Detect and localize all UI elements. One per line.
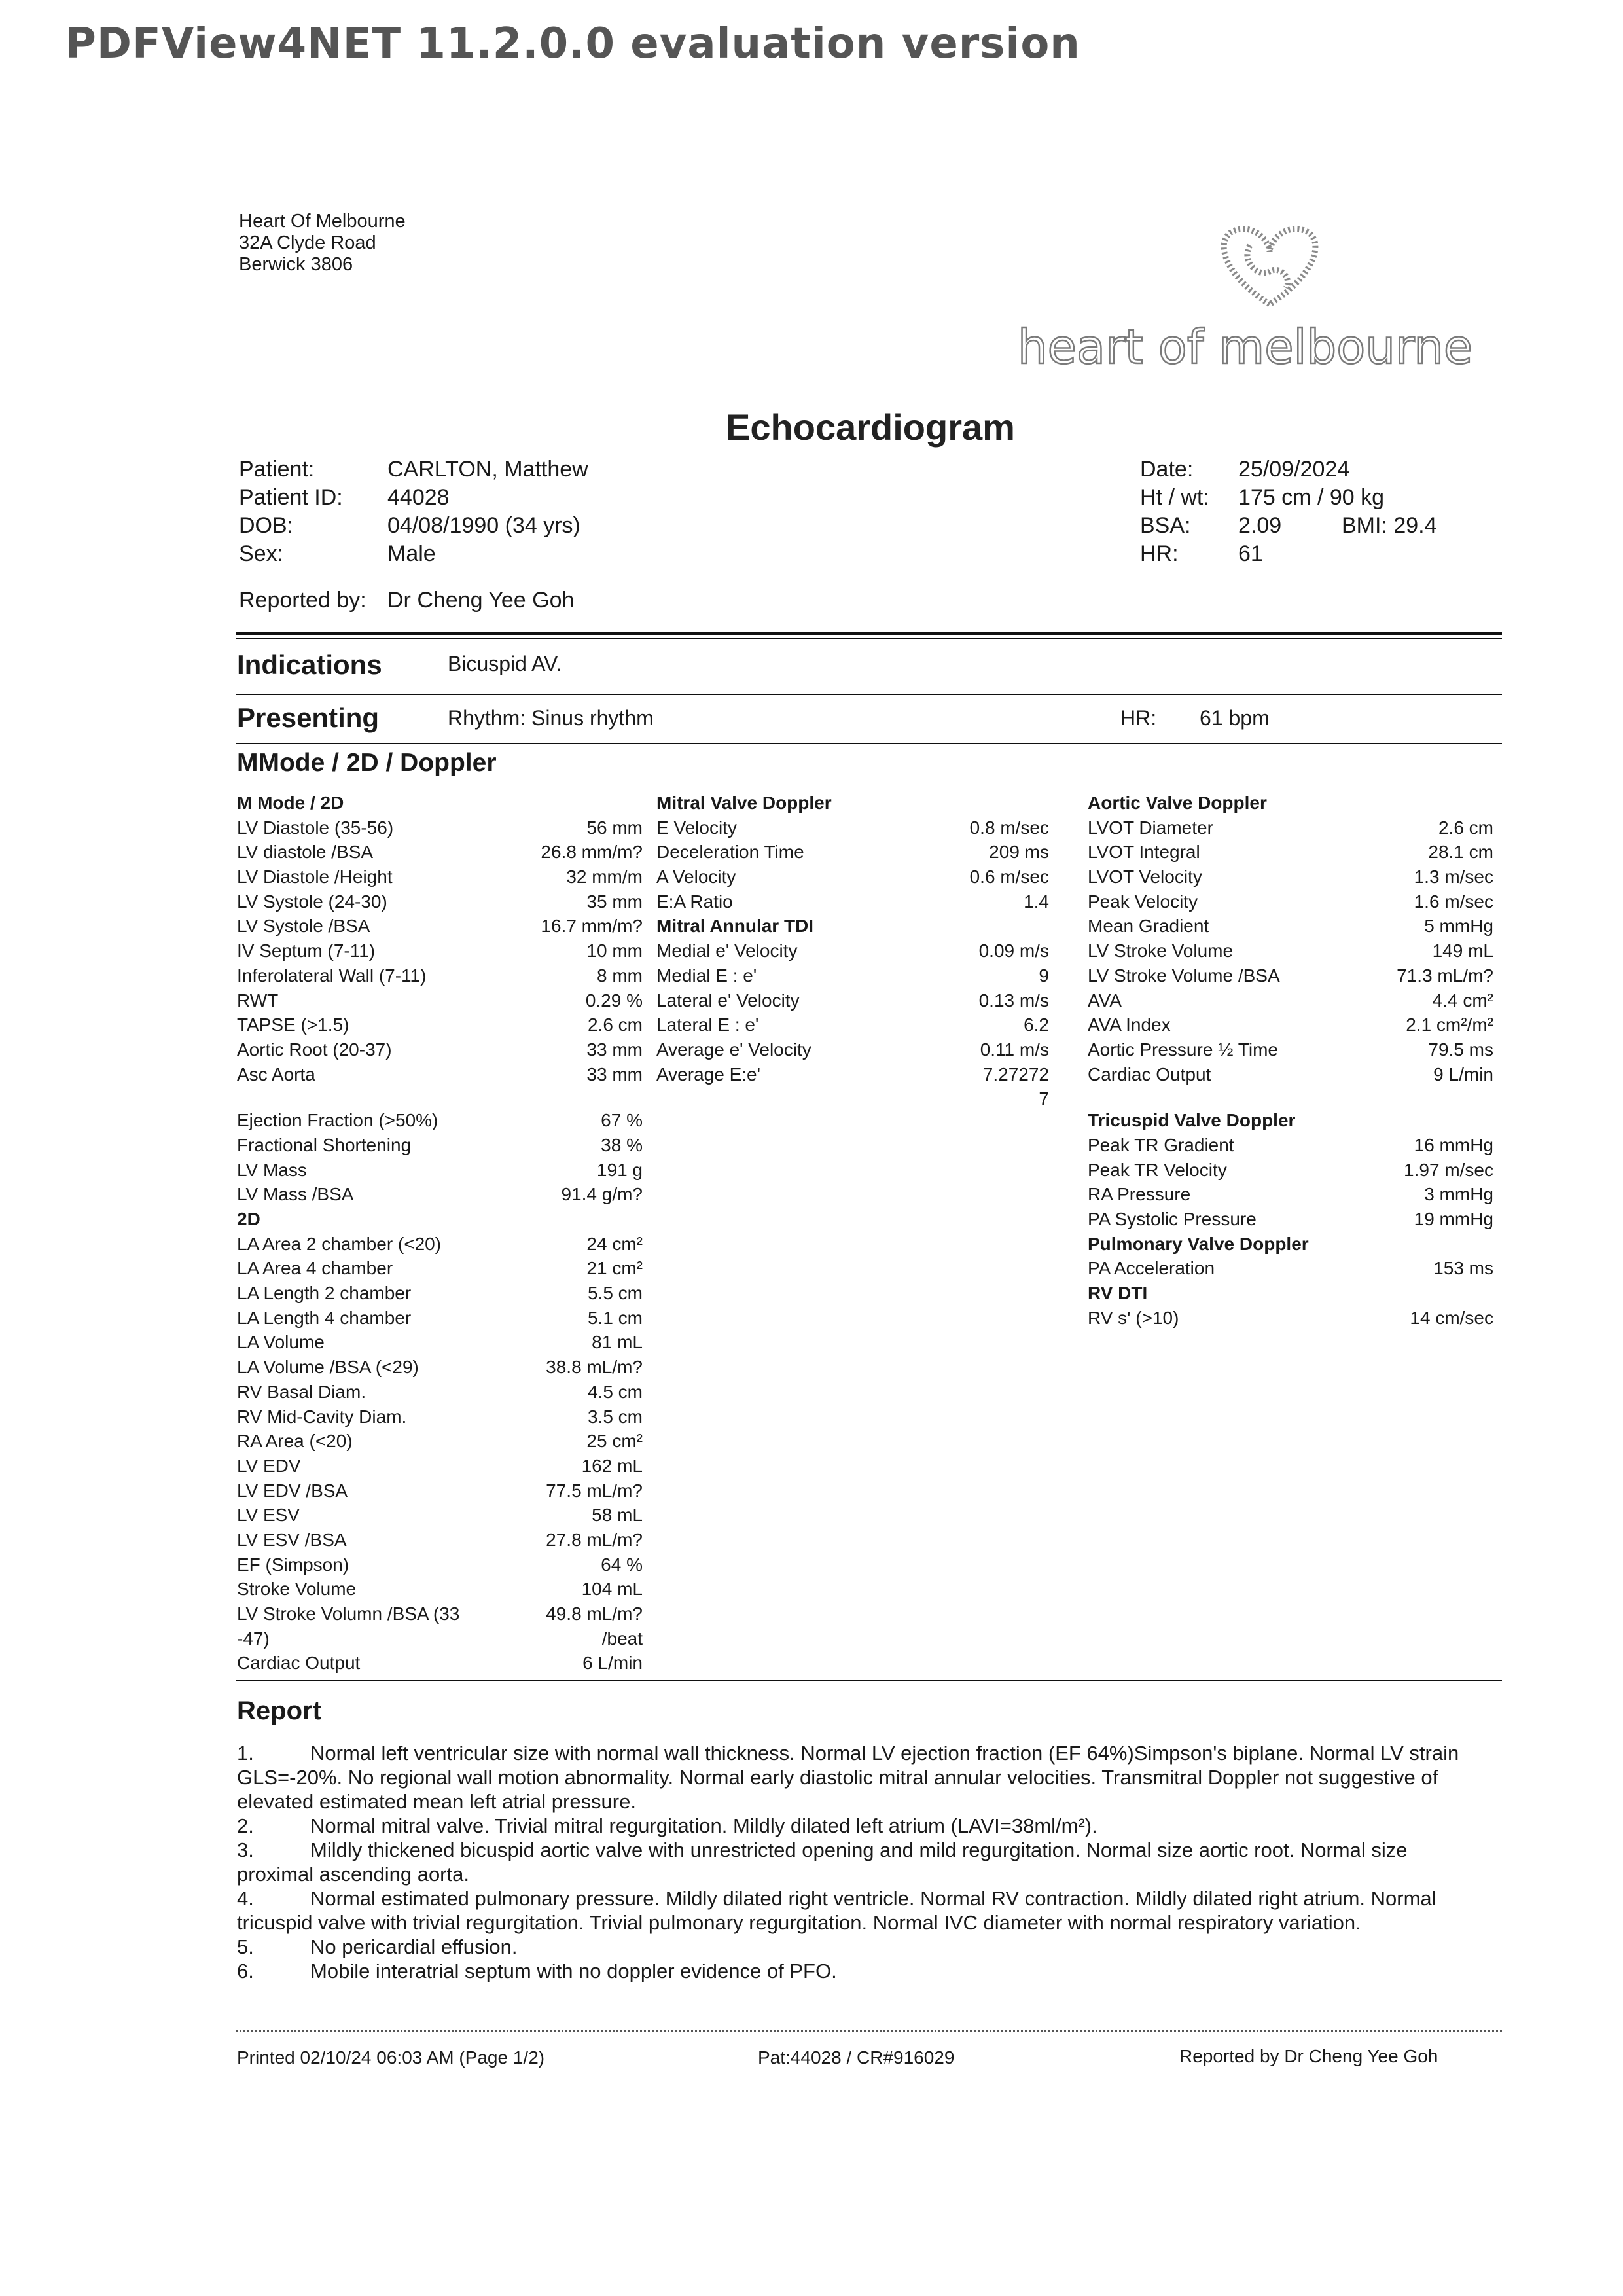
report-item-number: 3. [237,1839,254,1861]
measurement-value: 3.5 cm [587,1406,643,1427]
measurement-value: 0.8 m/sec [969,817,1049,838]
measurement-value: 209 ms [989,842,1049,863]
measurement-value: 16 mmHg [1414,1134,1493,1155]
report-item [237,1838,1480,1886]
measurement-row [1088,1062,1493,1087]
measurement-value: 153 ms [1433,1258,1493,1279]
patient-label: Patient: [239,457,315,482]
measurement-value: 2.6 cm [587,1014,643,1035]
footer-patient-ref: Pat:44028 / CR#916029 [758,2047,955,2068]
measurement-label: LVOT Diameter [1088,817,1213,838]
dob-value: 04/08/1990 (34 yrs) [387,513,580,538]
report-item [237,1886,1480,1935]
measurement-label: Cardiac Output [1088,1064,1211,1085]
measurement-value: 64 % [601,1554,643,1575]
measurement-row [1088,1037,1493,1062]
measurement-value: 1.3 m/sec [1414,867,1493,888]
measurement-row [1088,791,1493,816]
measurement-label: Aortic Root (20-37) [237,1039,392,1060]
dob-label: DOB: [239,513,294,538]
report-title: Report [237,1696,321,1725]
measurement-label: LV diastole /BSA [237,842,374,863]
report-item-number: 1. [237,1742,254,1765]
measurement-row [1088,840,1493,865]
measurement-value: 27.8 mL/m? [546,1529,643,1550]
measurement-row [1088,1207,1493,1232]
measurement-row [1088,865,1493,889]
measurement-label: Average e' Velocity [656,1039,812,1060]
measurement-row [237,840,643,865]
measurement-label: EF (Simpson) [237,1554,349,1575]
measurement-label: Cardiac Output [237,1653,361,1674]
measurement-group-header: 2D [237,1209,260,1229]
measurement-value: 149 mL [1432,941,1493,961]
measurement-label: Medial E : e' [656,965,757,986]
measurement-label: LV Mass /BSA [237,1184,354,1205]
measurement-value: 49.8 mL/m? [546,1604,643,1624]
measurement-row [237,1330,643,1355]
measurement-row [1088,939,1493,963]
measurement-row [237,1256,643,1281]
measurement-label: Peak Velocity [1088,891,1198,912]
measurement-label: LV Mass [237,1159,307,1180]
measurement-row [1088,1158,1493,1183]
measurement-label: LA Length 2 chamber [237,1283,412,1304]
measurement-label: Lateral E : e' [656,1014,759,1035]
evaluation-watermark: PDFView4NET 11.2.0.0 evaluation version [65,20,1080,68]
measurement-label: AVA Index [1088,1014,1171,1035]
date-label: Date: [1140,457,1194,482]
patient-name: CARLTON, Matthew [387,457,588,482]
measurement-label: A Velocity [656,867,736,888]
report-item-number: 4. [237,1887,254,1910]
measurement-row [656,963,1049,988]
measurement-row [656,889,1049,914]
measurement-value: 91.4 g/m? [561,1184,643,1205]
measurement-value: 14 cm/sec [1410,1307,1493,1328]
measurement-row [237,1405,643,1429]
report-item-text: Normal mitral valve. Trivial mitral regurgitation. Mildly dilated left atrium (LAVI=38ml/m²). [310,1814,1097,1837]
measurement-value: 162 mL [581,1455,643,1476]
measurement-value: 2.1 cm²/m² [1406,1014,1493,1035]
measurement-value: 26.8 mm/m? [541,842,643,863]
clinic-suburb: Berwick 3806 [239,254,353,275]
measurement-row [237,1626,643,1651]
measurement-label: LV Stroke Volume /BSA [1088,965,1280,986]
measurement-value: 71.3 mL/m? [1397,965,1493,986]
clinic-name: Heart Of Melbourne [239,211,406,232]
measurement-row [237,1182,643,1207]
measurement-label: Peak TR Gradient [1088,1134,1234,1155]
measurement-label: IV Septum (7-11) [237,941,376,961]
divider-presenting [236,743,1502,744]
measurement-label: LV Systole (24-30) [237,891,387,912]
measurement-value: 10 mm [586,941,643,961]
measurement-label: Ejection Fraction (>50%) [237,1110,438,1131]
measurement-label: RV Basal Diam. [237,1381,366,1402]
measurement-label: E Velocity [656,817,737,838]
measurement-value: 56 mm [586,817,643,838]
measurement-row [656,988,1049,1013]
divider-double-top [236,632,1502,635]
measurement-value: 77.5 mL/m? [546,1480,643,1501]
indications-value: Bicuspid AV. [448,652,562,675]
measurement-value: 16.7 mm/m? [541,916,643,937]
divider-indications [236,694,1502,695]
measurement-label: Stroke Volume [237,1579,357,1600]
measurement-label: AVA [1088,990,1122,1011]
measurement-label: LA Area 4 chamber [237,1258,393,1279]
htwt-value: 175 cm / 90 kg [1238,485,1385,510]
indications-label: Indications [237,649,382,680]
measurement-label: Aortic Pressure ½ Time [1088,1039,1278,1060]
measurement-row [656,816,1049,840]
measurement-label: LV EDV /BSA [237,1480,348,1501]
measurement-value: 0.11 m/s [980,1039,1049,1060]
measurement-row [1088,816,1493,840]
bsa-label: BSA: [1140,513,1191,538]
measurement-value: 3 mmHg [1424,1184,1493,1205]
footer-divider [236,2030,1502,2032]
measurement-value: 21 cm² [586,1258,643,1279]
measurement-value: 5.5 cm [587,1283,643,1304]
measurement-label: Inferolateral Wall (7-11) [237,965,427,986]
measurement-row [237,1086,643,1108]
measurement-value: 7 [1039,1088,1049,1109]
measurement-label: E:A Ratio [656,891,733,912]
measurement-row [656,1086,1049,1111]
measurement-row [1088,1281,1493,1306]
htwt-label: Ht / wt: [1140,485,1209,510]
measurement-value: 191 g [596,1159,643,1180]
patient-info-labels [239,456,343,568]
heart-logo-icon [1018,216,1489,386]
measurement-value: 0.6 m/sec [969,867,1049,888]
measurement-value: 1.4 [1024,891,1049,912]
measurement-row [1088,1108,1493,1133]
measurement-row [237,889,643,914]
measurement-row [237,939,643,963]
measurement-row [656,939,1049,963]
measurement-row [237,1306,643,1331]
report-item-number: 5. [237,1935,254,1958]
measurement-value: 79.5 ms [1428,1039,1493,1060]
measurement-label: RV Mid-Cavity Diam. [237,1406,407,1427]
measurement-value: 81 mL [592,1332,643,1353]
report-list [237,1741,1480,1983]
measurement-row [656,865,1049,889]
page-title: Echocardiogram [726,406,1015,448]
reported-by-value: Dr Cheng Yee Goh [387,588,575,613]
clinic-logo [1018,216,1489,386]
measurement-row [237,1133,643,1158]
measurement-label: LVOT Integral [1088,842,1200,863]
patient-info-values [387,456,588,568]
measurement-label: LVOT Velocity [1088,867,1202,888]
measurement-label: Mean Gradient [1088,916,1209,937]
bsa-value: 2.09 [1238,513,1282,538]
measurement-label: Average E:e' [656,1064,760,1085]
measurement-row [237,1577,643,1602]
measurement-label: LV Stroke Volume [1088,941,1234,961]
measurement-label: Deceleration Time [656,842,804,863]
measurement-label: Medial e' Velocity [656,941,798,961]
measurement-row [237,1429,643,1454]
measurement-value: 6.2 [1024,1014,1049,1035]
measurement-value: 67 % [601,1110,643,1131]
measurement-value: 0.09 m/s [978,941,1049,961]
measurement-value: 6 L/min [582,1653,643,1674]
measurement-value: 38.8 mL/m? [546,1357,643,1378]
report-item [237,1959,1480,1983]
measurement-label: TAPSE (>1.5) [237,1014,349,1035]
measurement-label: LV ESV [237,1505,300,1526]
measurement-row [237,1232,643,1257]
measurement-value: 25 cm² [586,1431,643,1452]
report-item [237,1741,1480,1814]
measurement-row [656,840,1049,865]
measurement-label: Fractional Shortening [237,1134,412,1155]
measurement-value: 9 L/min [1433,1064,1493,1085]
measurement-row [237,1013,643,1037]
divider-double-bottom [236,638,1502,639]
measurement-value: 33 mm [586,1064,643,1085]
measurement-row [1088,1256,1493,1281]
measurement-label: LA Length 4 chamber [237,1307,412,1328]
measurement-label: RA Area (<20) [237,1431,353,1452]
report-item-number: 2. [237,1814,254,1837]
report-item-text: Mobile interatrial septum with no doppler evidence of PFO. [310,1960,837,1982]
section-title: MMode / 2D / Doppler [237,749,497,777]
date-value: 25/09/2024 [1238,457,1350,482]
measurement-value: 24 cm² [586,1233,643,1254]
report-item-text: Normal estimated pulmonary pressure. Mildly dilated right ventricle. Normal RV contraction. Mildly dilated right atrium. Normal tricuspid valve with trivial regurgitation. Trivial pulmonary regurgitation. Normal IVC diameter with normal respiratory variation. [237,1887,1436,1934]
measurement-value: 28.1 cm [1428,842,1493,863]
measurement-value: 8 mm [597,965,643,986]
presenting-value: Rhythm: Sinus rhythm [448,706,654,730]
measurement-value: 38 % [601,1134,643,1155]
measurement-group-header: Tricuspid Valve Doppler [1088,1110,1296,1131]
measurement-value: 32 mm/m [566,867,643,888]
measurement-row [237,1651,643,1676]
measurements-column-mitral [656,791,1049,1111]
measurement-row [237,1207,643,1232]
presenting-hr-value: 61 bpm [1200,706,1270,730]
measurement-label: LV ESV /BSA [237,1529,347,1550]
measurement-group-header: Mitral Valve Doppler [656,793,832,813]
report-item-text: Mildly thickened bicuspid aortic valve with unrestricted opening and mild regurgitation. Normal size aortic root. Normal size proximal ascending aorta. [237,1839,1408,1886]
measurement-row [237,1281,643,1306]
measurement-value: 4.4 cm² [1432,990,1493,1011]
measurement-row [237,1355,643,1380]
measurement-label: LV Systole /BSA [237,916,370,937]
measurement-value: 5 mmHg [1424,916,1493,937]
presenting-label: Presenting [237,702,380,733]
measurement-row [1088,1013,1493,1037]
measurements-column-aortic [1088,791,1493,1330]
measurement-row [1088,1133,1493,1158]
measurement-value: 1.97 m/sec [1404,1159,1493,1180]
measurement-row [656,1062,1049,1087]
measurement-row [237,1479,643,1503]
measurement-value: 9 [1039,965,1049,986]
measurement-label: Asc Aorta [237,1064,315,1085]
measurement-value: 0.29 % [585,990,643,1011]
report-item-text: Normal left ventricular size with normal wall thickness. Normal LV ejection fraction (EF 64%)Simpson's biplane. Normal LV strain GLS=-20%. No regional wall motion abnormality. Normal early diastolic mitral annular velocities. Transmitral Doppler not suggestive of elevated estimated mean left atrial pressure. [237,1742,1459,1813]
visit-info-labels [1140,456,1209,568]
measurement-label: LA Volume [237,1332,325,1353]
measurement-label: LV Diastole (35-56) [237,817,394,838]
logo-text: heart of melbourne [1018,319,1473,374]
measurement-row [1088,889,1493,914]
measurement-row [237,1108,643,1133]
measurement-value: 58 mL [592,1505,643,1526]
measurement-row [237,1380,643,1405]
measurement-label: -47) [237,1628,270,1649]
measurement-row [237,914,643,939]
measurement-group-header: M Mode / 2D [237,793,344,813]
measurement-value: 1.6 m/sec [1414,891,1493,912]
measurement-row [1088,1182,1493,1207]
footer-reported-by: Reported by Dr Cheng Yee Goh [1179,2046,1438,2066]
report-item [237,1814,1480,1838]
measurement-label: PA Systolic Pressure [1088,1209,1257,1229]
measurement-row [237,865,643,889]
measurement-row [237,1062,643,1087]
measurement-row [237,1552,643,1577]
measurement-row [1088,988,1493,1013]
presenting-hr-label: HR: [1120,706,1157,730]
footer-printed: Printed 02/10/24 06:03 AM (Page 1/2) [237,2047,545,2068]
report-item-text: No pericardial effusion. [310,1935,518,1958]
measurement-value: 4.5 cm [587,1381,643,1402]
measurement-label: Lateral e' Velocity [656,990,800,1011]
measurement-label: LA Volume /BSA (<29) [237,1357,419,1378]
report-item [237,1935,1480,1959]
clinic-address [239,211,406,276]
measurement-label: LA Area 2 chamber (<20) [237,1233,442,1254]
measurement-label: RV s' (>10) [1088,1307,1179,1328]
measurement-group-header: Mitral Annular TDI [656,916,814,937]
measurement-value: 0.13 m/s [978,990,1049,1011]
measurement-row [237,1503,643,1528]
bmi-value: BMI: 29.4 [1342,513,1437,538]
measurement-row [1088,963,1493,988]
measurement-value: 19 mmHg [1414,1209,1493,1229]
measurement-group-header: Pulmonary Valve Doppler [1088,1233,1309,1254]
measurement-label: RWT [237,990,279,1011]
measurement-row [1088,1306,1493,1331]
measurement-row [237,1454,643,1479]
measurement-label: RA Pressure [1088,1184,1191,1205]
measurement-value: 104 mL [581,1579,643,1600]
measurement-label: PA Acceleration [1088,1258,1215,1279]
measurement-value: 2.6 cm [1438,817,1493,838]
measurement-row [656,1037,1049,1062]
divider-report [236,1680,1502,1681]
measurement-label: LV Diastole /Height [237,867,393,888]
measurement-row [1088,1086,1493,1108]
measurement-row [237,1037,643,1062]
measurement-row [237,1528,643,1552]
measurement-label: Peak TR Velocity [1088,1159,1227,1180]
measurement-group-header: Aortic Valve Doppler [1088,793,1267,813]
measurement-value: /beat [601,1628,643,1649]
measurement-row [1088,914,1493,939]
measurement-row [237,1158,643,1183]
measurement-value: 5.1 cm [587,1307,643,1328]
measurement-value: 7.27272 [982,1064,1049,1085]
patient-id-label: Patient ID: [239,485,343,510]
measurement-label: LV Stroke Volumn /BSA (33 [237,1604,460,1624]
clinic-street: 32A Clyde Road [239,232,376,253]
measurement-row [237,1602,643,1626]
measurement-row [237,791,643,816]
measurement-row [237,963,643,988]
report-item-number: 6. [237,1960,254,1982]
measurement-row [1088,1232,1493,1257]
hr-label: HR: [1140,541,1179,566]
sex-value: Male [387,541,436,566]
measurement-row [656,914,1049,939]
measurement-row [656,1013,1049,1037]
measurement-value: 33 mm [586,1039,643,1060]
measurement-row [656,791,1049,816]
sex-label: Sex: [239,541,284,566]
measurement-value: 35 mm [586,891,643,912]
measurement-group-header: RV DTI [1088,1283,1148,1304]
reported-by-label: Reported by: [239,588,366,613]
patient-id: 44028 [387,485,450,510]
hr-value: 61 [1238,541,1263,566]
measurement-row [237,816,643,840]
measurement-row [237,988,643,1013]
measurement-label: LV EDV [237,1455,301,1476]
measurements-column-mmode [237,791,643,1676]
